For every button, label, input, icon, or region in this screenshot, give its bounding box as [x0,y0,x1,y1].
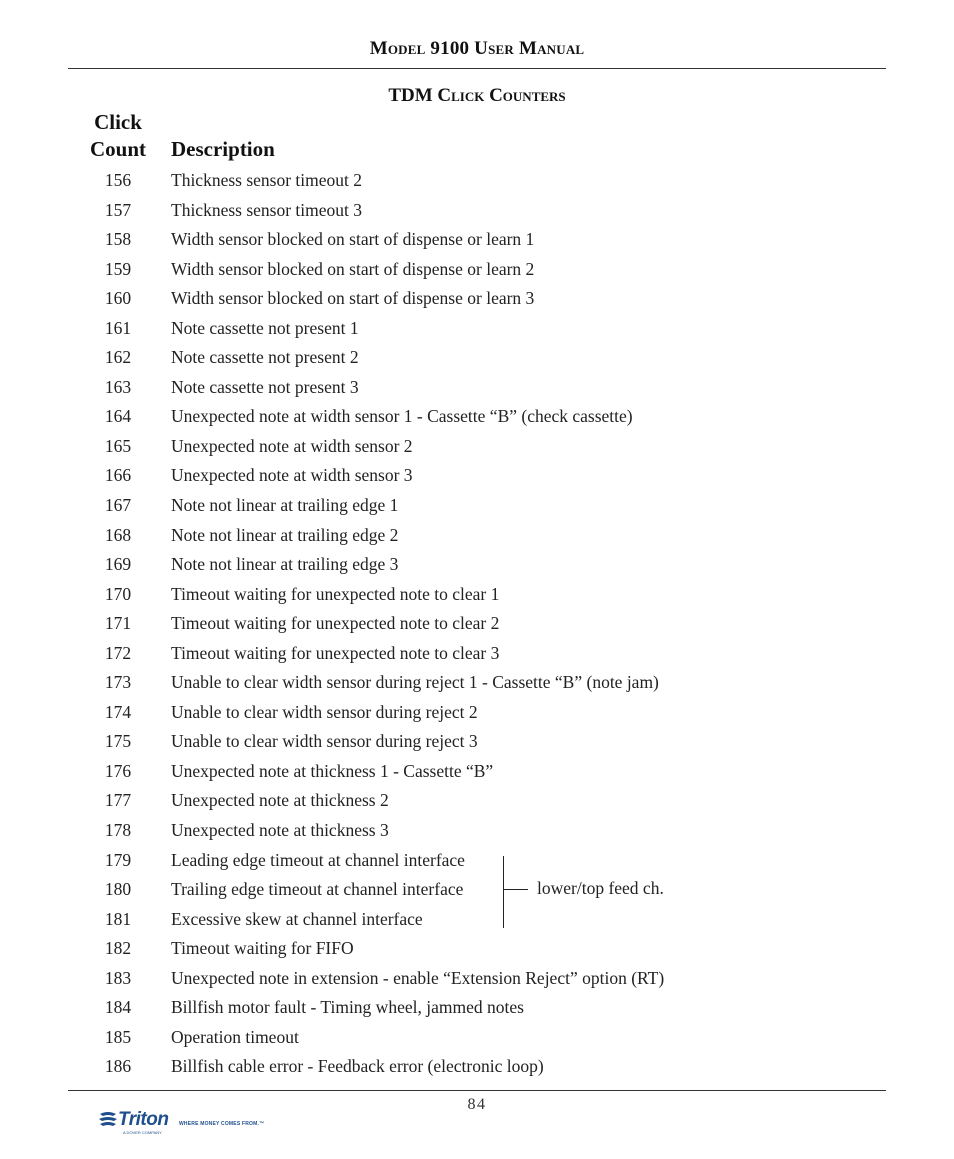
click-count-value: 164 [104,406,132,427]
click-count-description: Billfish cable error - Feedback error (electronic loop) [171,1056,544,1077]
table-row [0,1024,954,1054]
manual-title: Model 9100 User Manual [369,38,585,59]
click-count-value: 156 [104,170,132,190]
triton-logo-icon [97,1110,119,1130]
click-count-description: Width sensor blocked on start of dispense or learn 2 [171,258,535,279]
click-count-value: 176 [104,760,132,781]
table-row [0,167,954,197]
table-row [0,935,954,965]
click-count-description: Width sensor blocked on start of dispense or learn 3 [171,288,535,309]
click-count-description: Timeout waiting for unexpected note to clear 3 [171,642,500,663]
click-count-description: Unable to clear width sensor during reject 3 [171,731,478,752]
click-count-value: 179 [104,849,132,870]
click-count-description: Thickness sensor timeout 3 [171,199,363,220]
click-count-description: Note not linear at trailing edge 3 [171,554,399,575]
table-row [0,256,954,286]
click-count-description: Thickness sensor timeout 2 [171,170,363,190]
table-row [0,226,954,256]
click-count-value: 185 [104,1026,132,1047]
table-row [0,403,954,433]
table-row [0,1053,954,1083]
click-count-description: Trailing edge timeout at channel interface [171,879,464,900]
click-count-description: Unexpected note at thickness 2 [171,790,389,811]
click-count-description: Excessive skew at channel interface [171,908,423,929]
click-count-description: Note not linear at trailing edge 2 [171,524,399,545]
table-row [0,640,954,670]
table-row [0,610,954,640]
section-title: TDM Click Counters [388,85,566,106]
table-row [0,492,954,522]
click-count-description: Unexpected note at width sensor 3 [171,465,413,486]
table-row [0,847,954,877]
click-count-value: 165 [104,435,132,456]
triton-logo-wordmark: Triton [118,1109,169,1130]
table-row [0,462,954,492]
table-row [0,728,954,758]
table-row [0,669,954,699]
table-row [0,374,954,404]
click-count-description: Timeout waiting for FIFO [171,938,354,959]
bracket-label: lower/top feed ch. [537,878,664,898]
table-row [0,787,954,817]
click-count-value: 160 [104,288,132,309]
click-count-value: 169 [104,554,132,575]
table-row [0,581,954,611]
table-row [0,344,954,374]
click-count-description: Unexpected note at width sensor 1 - Cassette “B” (check cassette) [171,406,633,427]
click-count-description: Unable to clear width sensor during reject 2 [171,701,478,722]
click-count-value: 157 [104,199,132,220]
click-count-description: Unexpected note at thickness 3 [171,820,389,841]
footer-rule [68,1090,886,1091]
click-count-value: 174 [104,701,132,722]
table-row [0,876,954,906]
column-header-description: Description [171,137,275,161]
click-count-description: Unexpected note at thickness 1 - Cassette “B” [171,760,494,781]
column-header-count: Count [89,137,147,161]
table-row [0,315,954,345]
triton-logo-subtitle: A DOVER COMPANY [123,1130,162,1135]
table-row [0,965,954,995]
click-count-value: 168 [104,524,132,545]
click-count-value: 184 [104,997,132,1018]
click-count-value: 161 [104,317,132,338]
click-count-description: Unexpected note in extension - enable “Extension Reject” option (RT) [171,967,665,988]
click-count-value: 159 [104,258,132,279]
click-count-description: Billfish motor fault - Timing wheel, jammed notes [171,997,524,1018]
table-row [0,285,954,315]
header-rule [68,68,886,69]
table-row [0,197,954,227]
click-count-value: 173 [104,672,132,693]
bracket-connector-line [503,889,528,890]
click-counter-list [0,167,954,1083]
click-count-description: Timeout waiting for unexpected note to clear 2 [171,613,500,634]
click-count-value: 166 [104,465,132,486]
column-header-click-count [82,109,154,163]
bracket-vertical-line [503,856,504,928]
click-count-description: Note cassette not present 3 [171,376,359,397]
table-row [0,551,954,581]
click-count-value: 183 [104,967,132,988]
click-count-value: 175 [104,731,132,752]
click-count-description: Unexpected note at width sensor 2 [171,435,413,456]
click-count-value: 178 [104,820,132,841]
triton-logo-tagline: WHERE MONEY COMES FROM.™ [179,1121,265,1127]
table-row [0,522,954,552]
click-count-value: 167 [104,495,132,516]
click-count-description: Note cassette not present 2 [171,347,359,368]
click-count-description: Unable to clear width sensor during reject 1 - Cassette “B” (note jam) [171,672,659,693]
table-row [0,433,954,463]
triton-logo [97,1107,267,1141]
click-count-value: 158 [104,229,132,250]
click-count-value: 181 [104,908,132,929]
table-row [0,906,954,936]
click-count-value: 163 [104,376,132,397]
table-row [0,994,954,1024]
click-count-value: 171 [104,613,132,634]
page-number: 84 [467,1096,487,1113]
click-count-value: 162 [104,347,132,368]
click-count-description: Note not linear at trailing edge 1 [171,495,399,516]
click-count-value: 177 [104,790,132,811]
click-count-description: Operation timeout [171,1026,299,1047]
column-header-click: Click [94,110,142,134]
table-row [0,817,954,847]
click-count-value: 170 [104,583,132,604]
click-count-value: 182 [104,938,132,959]
click-count-description: Note cassette not present 1 [171,317,359,338]
click-count-value: 186 [104,1056,132,1077]
click-count-description: Leading edge timeout at channel interface [171,849,465,870]
click-count-description: Timeout waiting for unexpected note to clear 1 [171,583,500,604]
click-count-value: 180 [104,879,132,900]
table-row [0,699,954,729]
table-row [0,758,954,788]
click-count-value: 172 [104,642,132,663]
click-count-description: Width sensor blocked on start of dispense or learn 1 [171,229,535,250]
